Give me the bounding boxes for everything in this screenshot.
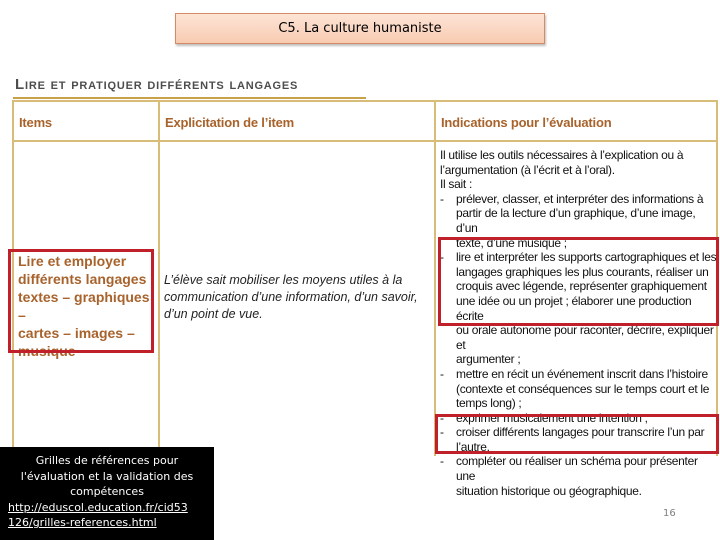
column-divider	[158, 100, 160, 456]
highlight-box-item	[8, 249, 154, 353]
item-line: différents langages :	[18, 271, 155, 287]
page-number: 16	[663, 508, 676, 519]
indication-line: exprimer musicalement une intention ;	[456, 410, 648, 425]
explicitation-line: communication d’une information, d’un savoir,	[164, 290, 418, 304]
eduscol-link[interactable]	[0, 500, 214, 531]
indication-line: mettre en récit un événement inscrit dans l’histoire	[456, 366, 708, 381]
reference-caption	[0, 447, 214, 540]
indication-line: (contexte et conséquences sur le temps court et le	[456, 381, 710, 396]
indication-intro-line: Il utilise les outils nécessaires à l’explication ou à	[440, 148, 684, 162]
indication-bullet: - croiser différents langages pour transcrire l’un par l’autre.	[440, 425, 718, 454]
indication-line: temps long) ;	[456, 396, 522, 411]
slide-title: C5. La culture humaniste	[175, 13, 545, 44]
indication-line: situation historique ou géographique.	[456, 483, 642, 498]
indication-line: l’autre.	[456, 439, 490, 454]
indication-bullet: - prélever, classer, et interpréter des informations à partir de la lecture d’un graphique, d’une image, d’un texte, d’une musique ;	[440, 192, 718, 250]
caption-line: compétences	[70, 485, 144, 498]
item-line: textes – graphiques –	[18, 289, 150, 323]
highlight-box-schema	[435, 414, 719, 454]
indication-line: compléter ou réaliser un schéma pour présenter une	[456, 454, 698, 484]
indication-intro-line: l’argumentation (à l’écrit et à l’oral).	[440, 162, 615, 177]
column-divider	[434, 100, 436, 456]
indication-intro-line: Il sait :	[440, 177, 472, 192]
indication-line: croquis avec légende, représenter graphiquement	[456, 279, 707, 294]
explicitation-line: L’élève sait mobiliser les moyens utiles à la	[164, 273, 403, 287]
caption-line: Grilles de références pour	[35, 454, 179, 467]
indication-line: argumenter ;	[456, 352, 521, 367]
indication-line: texte, d’une musique ;	[456, 235, 567, 250]
highlight-box-cartographic	[438, 237, 719, 326]
indication-bullet: - exprimer musicalement une intention ;	[440, 411, 718, 426]
header-indications: Indications pour l’évaluation	[441, 114, 612, 130]
indication-bullet: - compléter ou réaliser un schéma pour présenter une situation historique ou géographique.	[440, 454, 718, 498]
indication-line: partir de la lecture d’un graphique, d’une image, d’un	[456, 206, 696, 235]
indication-bullet: - lire et interpréter les supports cartographiques et les langages graphiques les plus courants, réaliser un croquis avec légende, représenter graphiquement une idée ou un projet ; élaborer une production écrite ou orale autonome pour raconter, décrire, expliquer et argumenter ;	[440, 250, 717, 367]
section-heading: Lire et pratiquer différents langages	[15, 76, 299, 93]
indication-bullet: - mettre en récit un événement inscrit dans l’histoire (contexte et conséquences sur le temps court et le temps long) ;	[440, 367, 718, 411]
indication-line: prélever, classer, et interpréter des informations à	[456, 191, 704, 206]
header-explicitation: Explicitation de l’item	[165, 114, 295, 130]
explicitation-line: d’un point de vue.	[164, 307, 263, 321]
caption-line: l'évaluation et la validation des	[20, 469, 194, 483]
header-items: Items	[19, 114, 52, 130]
item-line: musique	[18, 343, 76, 359]
indication-line: lire et interpréter les supports cartographiques et les	[456, 250, 717, 265]
section-underline	[13, 97, 366, 99]
table-header-row	[14, 100, 716, 142]
explicitation-cell	[164, 272, 434, 323]
item-line: cartes – images –	[18, 325, 135, 341]
indication-line: croiser différents langages pour transcrire l’un par	[456, 425, 705, 440]
link-line: 126/grilles-references.html	[8, 516, 157, 529]
indication-line: ou orale autonome pour raconter, décrire, expliquer et	[456, 323, 714, 352]
indication-line: une idée ou un projet ; élaborer une production écrite	[456, 293, 692, 323]
indication-line: langages graphiques les plus courants, réaliser un	[456, 264, 709, 279]
link-line: http://eduscol.education.fr/cid53	[8, 500, 188, 514]
item-line: Lire et employer	[18, 253, 127, 269]
